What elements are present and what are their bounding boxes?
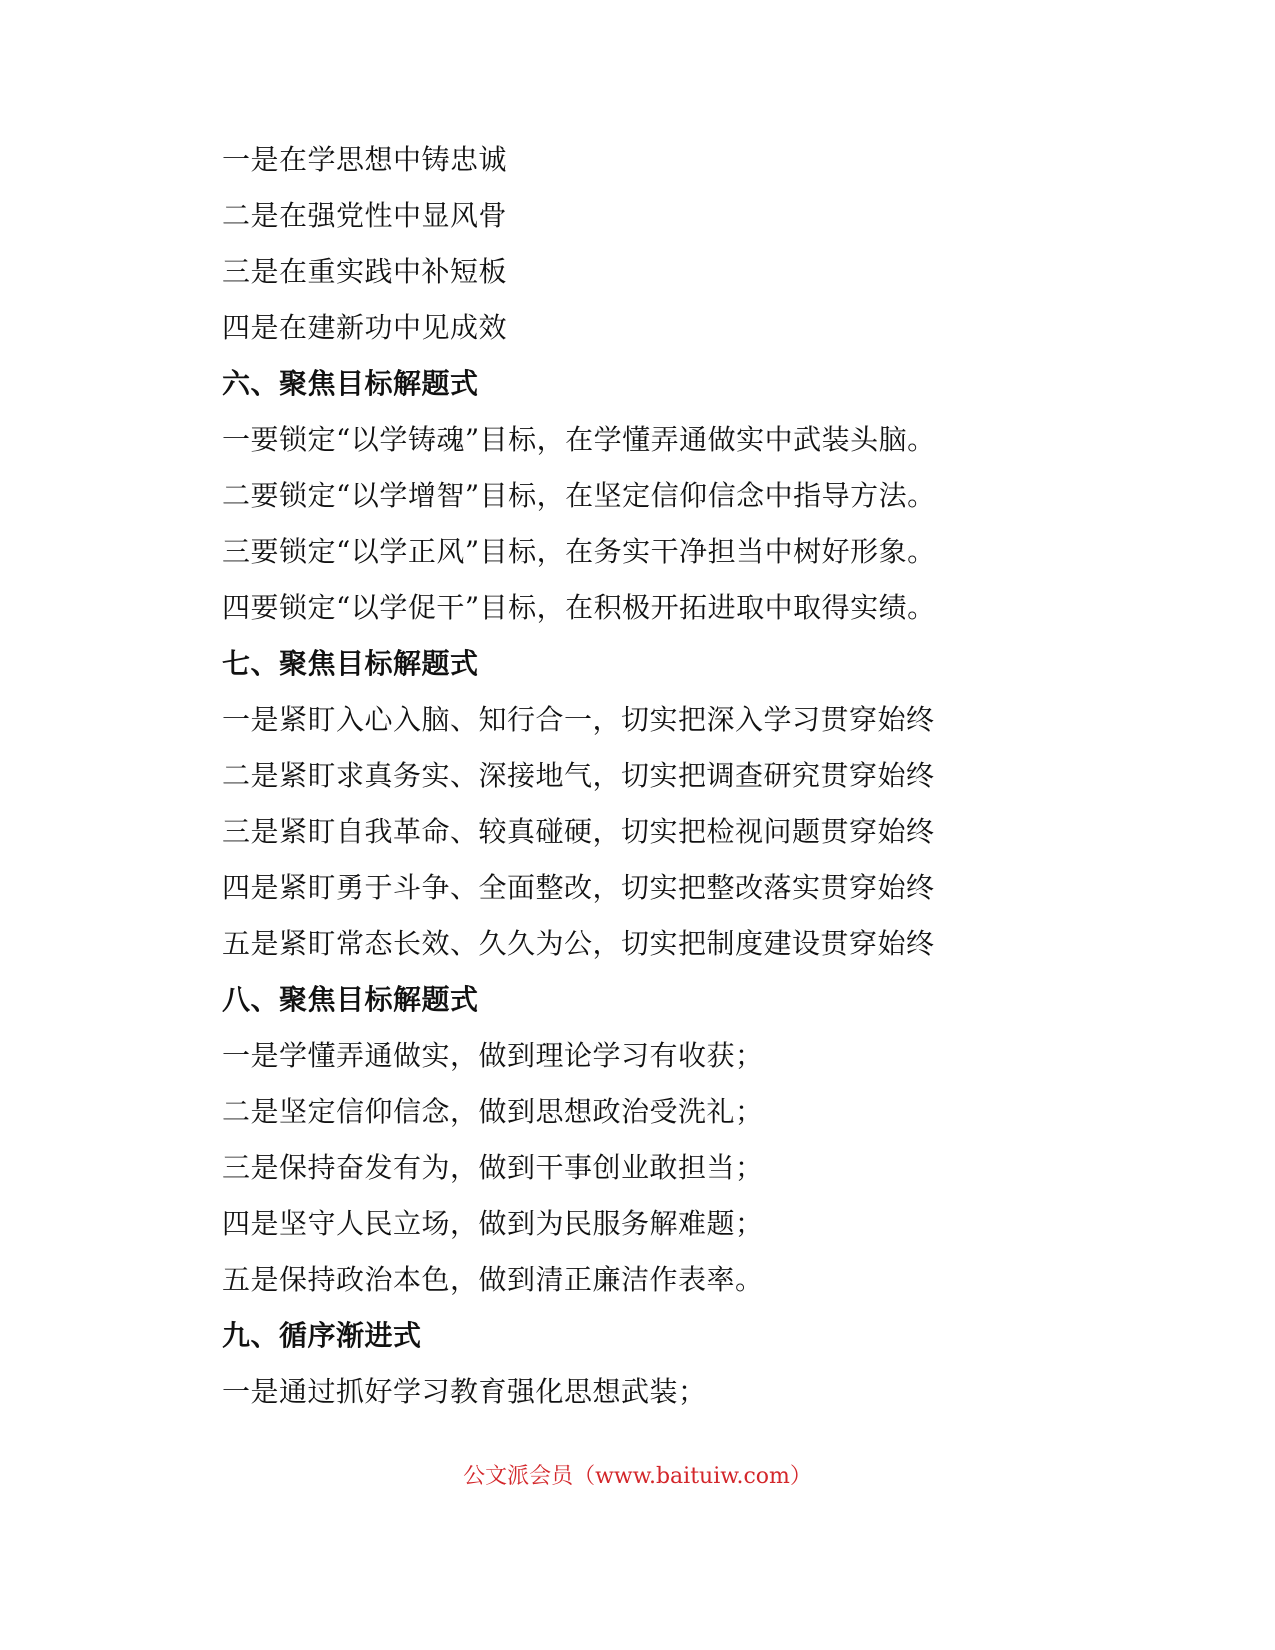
list-item: 一要锁定“以学铸魂”目标，在学懂弄通做实中武装头脑。	[222, 423, 936, 456]
document-body	[222, 132, 1182, 1420]
section-heading: 九、循序渐进式	[222, 1319, 422, 1352]
list-item: 三要锁定“以学正风”目标，在务实干净担当中树好形象。	[222, 535, 936, 568]
list-item: 三是在重实践中补短板	[222, 255, 508, 288]
list-item: 一是紧盯入心入脑、知行合一，切实把深入学习贯穿始终	[222, 703, 935, 736]
list-item: 四要锁定“以学促干”目标，在积极开拓进取中取得实绩。	[222, 591, 936, 624]
list-item: 一是在学思想中铸忠诚	[222, 143, 508, 176]
list-item: 三是紧盯自我革命、较真碰硬，切实把检视问题贯穿始终	[222, 815, 935, 848]
list-item: 四是在建新功中见成效	[222, 311, 508, 344]
footer-watermark: 公文派会员（www.baituiw.com）	[463, 1464, 812, 1489]
list-item: 二要锁定“以学增智”目标，在坚定信仰信念中指导方法。	[222, 479, 936, 512]
list-item: 五是紧盯常态长效、久久为公，切实把制度建设贯穿始终	[222, 927, 935, 960]
list-item: 二是在强党性中显风骨	[222, 199, 508, 232]
list-item: 四是坚守人民立场，做到为民服务解难题；	[222, 1207, 764, 1240]
list-item: 二是紧盯求真务实、深接地气，切实把调查研究贯穿始终	[222, 759, 935, 792]
list-item: 一是通过抓好学习教育强化思想武装；	[222, 1375, 707, 1408]
section-heading: 七、聚焦目标解题式	[222, 647, 479, 680]
list-item: 五是保持政治本色，做到清正廉洁作表率。	[222, 1263, 764, 1296]
section-heading: 八、聚焦目标解题式	[222, 983, 479, 1016]
list-item: 四是紧盯勇于斗争、全面整改，切实把整改落实贯穿始终	[222, 871, 935, 904]
list-item: 一是学懂弄通做实，做到理论学习有收获；	[222, 1039, 764, 1072]
list-item: 三是保持奋发有为，做到干事创业敢担当；	[222, 1151, 764, 1184]
section-heading: 六、聚焦目标解题式	[222, 367, 479, 400]
list-item: 二是坚定信仰信念，做到思想政治受洗礼；	[222, 1095, 764, 1128]
